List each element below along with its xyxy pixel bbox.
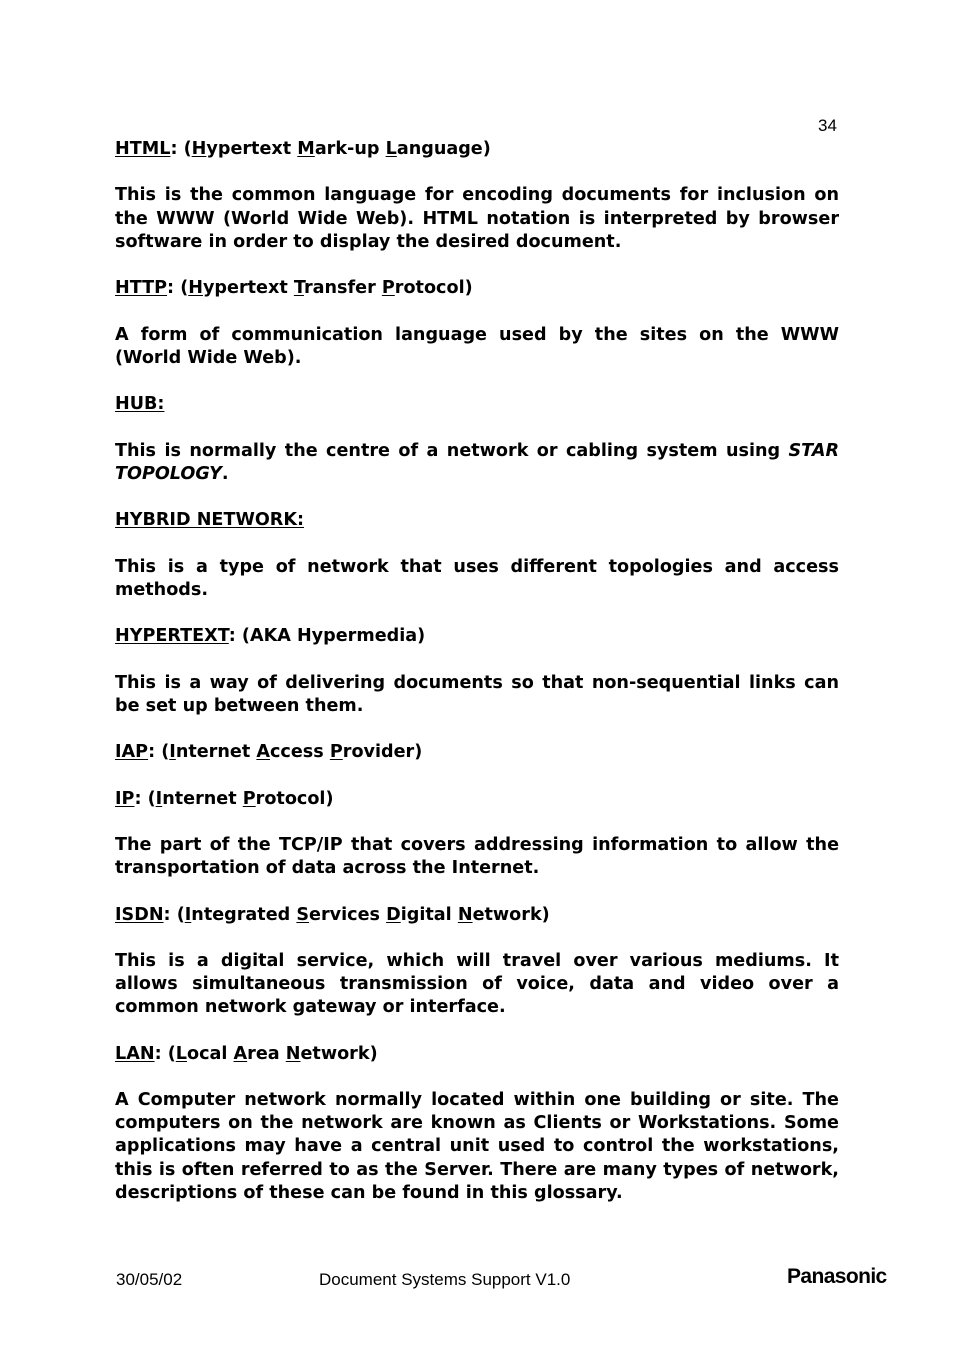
definition-html: [115, 184, 839, 254]
definition-hub: [115, 440, 839, 486]
expansion-text: etwork: [300, 1043, 370, 1064]
acronym-letter: D: [386, 904, 401, 925]
paragraph-spacer: [115, 602, 839, 625]
paragraph-spacer: [115, 927, 839, 950]
paragraph-spacer: [115, 161, 839, 184]
acronym-letter: L: [385, 139, 397, 159]
definition-text: This is normally the centre of a network or cabling system using: [115, 440, 789, 461]
definition-isdn: [115, 950, 839, 1020]
paragraph-spacer: [115, 254, 839, 277]
glossary-term-html: HTML: (Hypertext Mark-up Language): [115, 139, 491, 159]
term-label: LAN: [115, 1043, 155, 1064]
expansion-text: anguage: [396, 139, 483, 159]
term-label: IP: [115, 788, 135, 809]
definition-http: [115, 324, 839, 370]
term-label: HYBRID NETWORK:: [115, 510, 305, 531]
expansion-text: rovider: [342, 742, 415, 763]
page-number: 34: [818, 116, 837, 135]
glossary-term-isdn: ISDN: (Integrated Services Digital Network): [115, 904, 550, 925]
footer-document-title: Document Systems Support V1.0: [319, 1270, 571, 1289]
acronym-letter: A: [256, 742, 270, 763]
definition-text: This is a type of network that uses different topologies and access methods.: [115, 556, 839, 600]
glossary-term-hybrid-network: [115, 509, 839, 532]
acronym-letter: T: [293, 278, 304, 299]
glossary-content: [115, 138, 839, 1205]
glossary-term-ip: IP: (Internet Protocol): [115, 788, 334, 809]
definition-hybrid-network: [115, 556, 839, 602]
acronym-letter: I: [169, 742, 176, 763]
acronym-letter: H: [188, 278, 203, 299]
expansion-text: ccess: [269, 742, 330, 763]
expansion-text: ervices: [309, 904, 387, 925]
paragraph-spacer: [115, 811, 839, 834]
acronym-letter: I: [184, 904, 192, 925]
term-label: IAP: [115, 742, 149, 763]
expansion-text: rotocol: [255, 788, 326, 809]
glossary-term-lan: LAN: (Local Area Network): [115, 1043, 378, 1064]
expansion-text: rotocol: [394, 278, 465, 299]
term-label: ISDN: [115, 904, 164, 925]
acronym-letter: A: [233, 1043, 248, 1064]
paragraph-spacer: [115, 532, 839, 555]
definition-text: This is the common language for encoding documents for inclusion on the WWW (World Wide Web). HTML notation is interpreted by browser software in order to display the desired document.: [115, 185, 839, 252]
expansion-text: etwork: [472, 904, 542, 925]
emphasis-text: STAR TOPOLOGY: [115, 440, 839, 484]
glossary-term-hypertext: HYPERTEXT: (AKA Hypermedia): [115, 626, 426, 647]
expansion-text: ypertext: [206, 139, 298, 159]
definition-text: A form of communication language used by the sites on the WWW (World Wide Web).: [115, 324, 839, 368]
acronym-letter: L: [175, 1043, 187, 1064]
expansion-text: rea: [247, 1043, 286, 1064]
definition-text: This is a way of delivering documents so that non-sequential links can be set up between them.: [115, 672, 839, 716]
acronym-letter: M: [297, 139, 315, 159]
paragraph-spacer: [115, 486, 839, 509]
definition-text: This is a digital service, which will travel over various mediums. It allows simultaneous transmission of voice, data and video over a common network gateway or interface.: [115, 950, 839, 1018]
paragraph-spacer: [115, 300, 839, 323]
paragraph-spacer: [115, 1020, 839, 1043]
acronym-letter: N: [285, 1043, 301, 1064]
expansion-text: ransfer: [303, 278, 382, 299]
term-label: HYPERTEXT: [115, 626, 229, 647]
definition-ip: [115, 834, 839, 880]
panasonic-logo: Panasonic: [787, 1265, 887, 1288]
expansion-text: ntegrated: [191, 904, 297, 925]
acronym-letter: P: [381, 278, 395, 299]
expansion-text: ocal: [186, 1043, 234, 1064]
paragraph-spacer: [115, 764, 839, 787]
term-label: HUB:: [115, 394, 165, 415]
paragraph-spacer: [115, 880, 839, 903]
expansion-text: nternet: [162, 788, 243, 809]
expansion-text: AKA Hypermedia: [249, 626, 418, 647]
acronym-letter: P: [329, 742, 343, 763]
paragraph-spacer: [115, 648, 839, 671]
footer-date: 30/05/02: [116, 1270, 183, 1289]
term-label: HTML: [115, 139, 171, 159]
term-label: HTTP: [115, 278, 168, 299]
paragraph-spacer: [115, 1066, 839, 1089]
expansion-text: ypertext: [202, 278, 294, 299]
acronym-letter: P: [242, 788, 256, 809]
definition-lan: [115, 1089, 839, 1205]
definition-text: A Computer network normally located within one building or site. The computers on the network are known as Clients or Workstations. Some applications may have a central unit used to control the workstations, this is often referred to as the Server. There are many types of network, descriptions of these can be found in this glossary.: [115, 1090, 839, 1203]
expansion-text: igital: [400, 904, 458, 925]
glossary-term-http: HTTP: (Hypertext Transfer Protocol): [115, 278, 473, 299]
paragraph-spacer: [115, 370, 839, 393]
acronym-letter: I: [155, 788, 163, 809]
glossary-term-hub: [115, 393, 839, 416]
acronym-letter: S: [296, 904, 310, 925]
paragraph-spacer: [115, 718, 839, 741]
glossary-term-iap: IAP: (Internet Access Provider): [115, 742, 423, 763]
definition-text: .: [221, 463, 229, 484]
definition-hypertext: [115, 672, 839, 718]
expansion-text: nternet: [175, 742, 257, 763]
definition-text: The part of the TCP/IP that covers addressing information to allow the transportation of data across the Internet.: [115, 834, 839, 879]
paragraph-spacer: [115, 416, 839, 439]
acronym-letter: N: [457, 904, 473, 925]
expansion-text: ark-up: [314, 139, 386, 159]
acronym-letter: H: [191, 139, 207, 159]
